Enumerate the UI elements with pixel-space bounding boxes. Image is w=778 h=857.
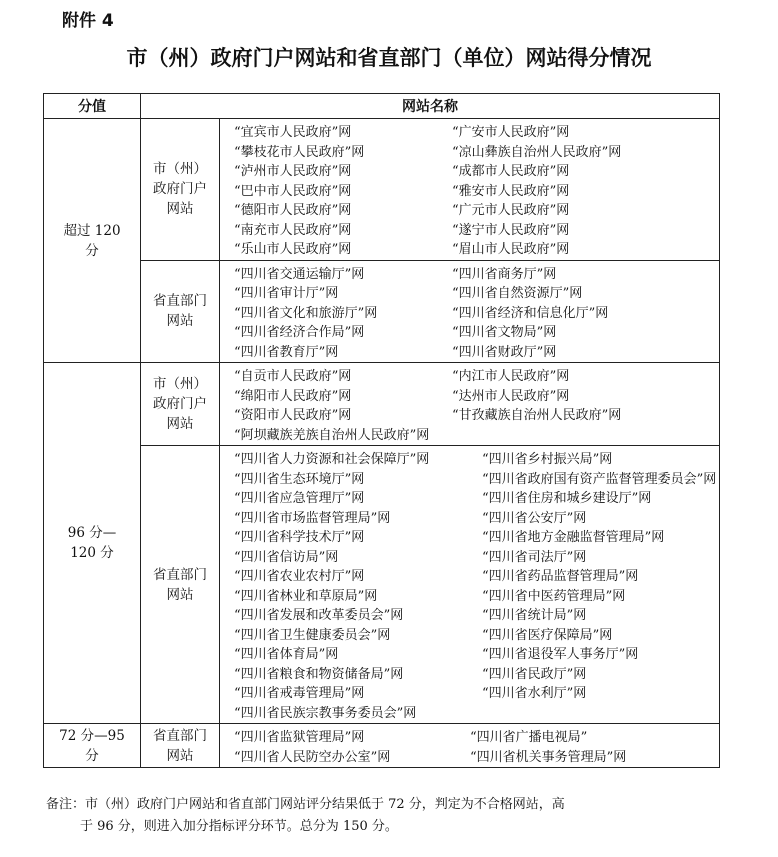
site-name: “宜宾市人民政府”网 [234, 125, 352, 141]
site-name: “凉山彝族自治州人民政府”网 [452, 144, 622, 160]
site-row [234, 141, 719, 161]
site-name: “四川省乡村振兴局”网 [482, 452, 613, 468]
site-name: “四川省生态环境厅”网 [234, 471, 365, 487]
site-row [234, 238, 719, 258]
site-name: “四川省人力资源和社会保障厅”网 [234, 452, 430, 468]
site-name: “遂宁市人民政府”网 [452, 222, 570, 238]
site-name: “四川省自然资源厅”网 [452, 286, 583, 302]
site-list-cell [220, 119, 720, 261]
site-row [234, 487, 719, 507]
table-row [44, 446, 720, 724]
site-row [234, 643, 719, 663]
footnote-line-2: 于 96 分，则进入加分指标评分环节。总分为 150 分。 [80, 819, 398, 834]
site-row [234, 121, 719, 141]
table-row [44, 724, 720, 768]
site-name: “四川省发展和改革委员会”网 [234, 608, 404, 624]
site-name: “四川省审计厅”网 [234, 286, 339, 302]
site-name: “攀枝花市人民政府”网 [234, 144, 365, 160]
site-name: “四川省教育厅”网 [234, 344, 339, 360]
site-name: “眉山市人民政府”网 [452, 242, 570, 258]
site-name: “内江市人民政府”网 [452, 369, 570, 385]
site-row [234, 263, 719, 283]
category-cell: 省直部门网站 [141, 446, 220, 724]
site-name: “绵阳市人民政府”网 [234, 388, 352, 404]
site-name: “四川省监狱管理局”网 [234, 730, 365, 746]
site-name: “四川省中医药管理局”网 [482, 588, 626, 604]
site-name: “四川省民族宗教事务委员会”网 [234, 705, 417, 721]
site-name: “乐山市人民政府”网 [234, 242, 352, 258]
site-row [234, 424, 719, 444]
site-name: “阿坝藏族羌族自治州人民政府”网 [234, 427, 430, 443]
site-name: “四川省粮食和物资储备局”网 [234, 666, 404, 682]
site-row [234, 585, 719, 605]
site-row [234, 746, 719, 766]
site-name: “四川省文物局”网 [452, 325, 557, 341]
site-name: “四川省科学技术厅”网 [234, 530, 365, 546]
site-name: “泸州市人民政府”网 [234, 164, 352, 180]
site-name: “南充市人民政府”网 [234, 222, 352, 238]
header-site-name: 网站名称 [141, 94, 720, 119]
site-name: “四川省机关事务管理局”网 [470, 749, 627, 765]
site-row [234, 404, 719, 424]
site-row [234, 180, 719, 200]
site-name: “四川省农业农村厅”网 [234, 569, 365, 585]
site-name: “四川省卫生健康委员会”网 [234, 627, 391, 643]
site-name: “四川省退役军人事务厅”网 [482, 647, 639, 663]
footnote-line-1: 备注：市（州）政府门户网站和省直部门网站评分结果低于 72 分，判定为不合格网站，高 [46, 797, 565, 812]
site-name: “巴中市人民政府”网 [234, 183, 352, 199]
site-name: “四川省水利厅”网 [482, 686, 587, 702]
score-range-cell: 72 分—95 分 [44, 724, 141, 768]
site-name: “甘孜藏族自治州人民政府”网 [452, 408, 622, 424]
table-body [44, 119, 720, 768]
site-name: “广安市人民政府”网 [452, 125, 570, 141]
site-name: “四川省戒毒管理局”网 [234, 686, 365, 702]
site-list-cell [220, 724, 720, 768]
site-row [234, 546, 719, 566]
site-row [234, 624, 719, 644]
site-name: “四川省药品监督管理局”网 [482, 569, 639, 585]
site-row [234, 219, 719, 239]
site-name: “四川省林业和草原局”网 [234, 588, 378, 604]
category-cell: 省直部门网站 [141, 724, 220, 768]
site-name: “四川省公安厅”网 [482, 510, 587, 526]
site-name: “自贡市人民政府”网 [234, 369, 352, 385]
site-list-cell [220, 446, 720, 724]
site-row [234, 160, 719, 180]
site-name: “四川省体育局”网 [234, 647, 339, 663]
site-name: “四川省司法厅”网 [482, 549, 587, 565]
table-header-row [44, 94, 720, 119]
site-row [234, 604, 719, 624]
site-name: “资阳市人民政府”网 [234, 408, 352, 424]
site-row [234, 341, 719, 361]
site-row [234, 702, 719, 722]
site-row [234, 507, 719, 527]
site-name: “四川省应急管理厅”网 [234, 491, 365, 507]
site-row [234, 565, 719, 585]
header-score: 分值 [44, 94, 141, 119]
site-name: “广元市人民政府”网 [452, 203, 570, 219]
site-name: “德阳市人民政府”网 [234, 203, 352, 219]
site-row [234, 199, 719, 219]
site-row [234, 663, 719, 683]
site-name: “四川省人民防空办公室”网 [234, 749, 391, 765]
site-row [234, 682, 719, 702]
site-name: “四川省文化和旅游厅”网 [234, 305, 378, 321]
score-table [43, 93, 720, 768]
site-name: “四川省信访局”网 [234, 549, 339, 565]
table-row [44, 363, 720, 446]
site-row [234, 321, 719, 341]
category-cell: 市（州）政府门户网站 [141, 119, 220, 261]
category-cell: 省直部门网站 [141, 260, 220, 363]
site-row [234, 468, 719, 488]
site-name: “四川省经济和信息化厅”网 [452, 305, 609, 321]
site-row [234, 526, 719, 546]
site-name: “四川省交通运输厅”网 [234, 266, 365, 282]
site-name: “四川省政府国有资产监督管理委员会”网 [482, 471, 717, 487]
score-range-cell: 96 分—120 分 [44, 363, 141, 724]
site-name: “四川省广播电视局” [470, 730, 588, 746]
site-name: “四川省医疗保障局”网 [482, 627, 613, 643]
site-list-cell [220, 260, 720, 363]
page-title: 市（州）政府门户网站和省直部门（单位）网站得分情况 [126, 46, 652, 70]
table-row [44, 119, 720, 261]
score-range-cell: 超过 120 分 [44, 119, 141, 363]
site-name: “四川省经济合作局”网 [234, 325, 365, 341]
attachment-label: 附件 4 [62, 11, 114, 31]
site-name: “成都市人民政府”网 [452, 164, 570, 180]
category-cell: 市（州）政府门户网站 [141, 363, 220, 446]
site-list-cell [220, 363, 720, 446]
site-name: “四川省市场监督管理局”网 [234, 510, 391, 526]
site-name: “四川省地方金融监督管理局”网 [482, 530, 665, 546]
site-row [234, 302, 719, 322]
table-row [44, 260, 720, 363]
site-name: “四川省住房和城乡建设厅”网 [482, 491, 652, 507]
site-name: “四川省财政厅”网 [452, 344, 557, 360]
site-row [234, 726, 719, 746]
site-name: “四川省统计局”网 [482, 608, 587, 624]
site-row [234, 385, 719, 405]
site-name: “达州市人民政府”网 [452, 388, 570, 404]
site-row [234, 282, 719, 302]
site-row [234, 365, 719, 385]
footnote [46, 794, 718, 838]
site-name: “四川省商务厅”网 [452, 266, 557, 282]
site-name: “四川省民政厅”网 [482, 666, 587, 682]
site-row [234, 448, 719, 468]
site-name: “雅安市人民政府”网 [452, 183, 570, 199]
